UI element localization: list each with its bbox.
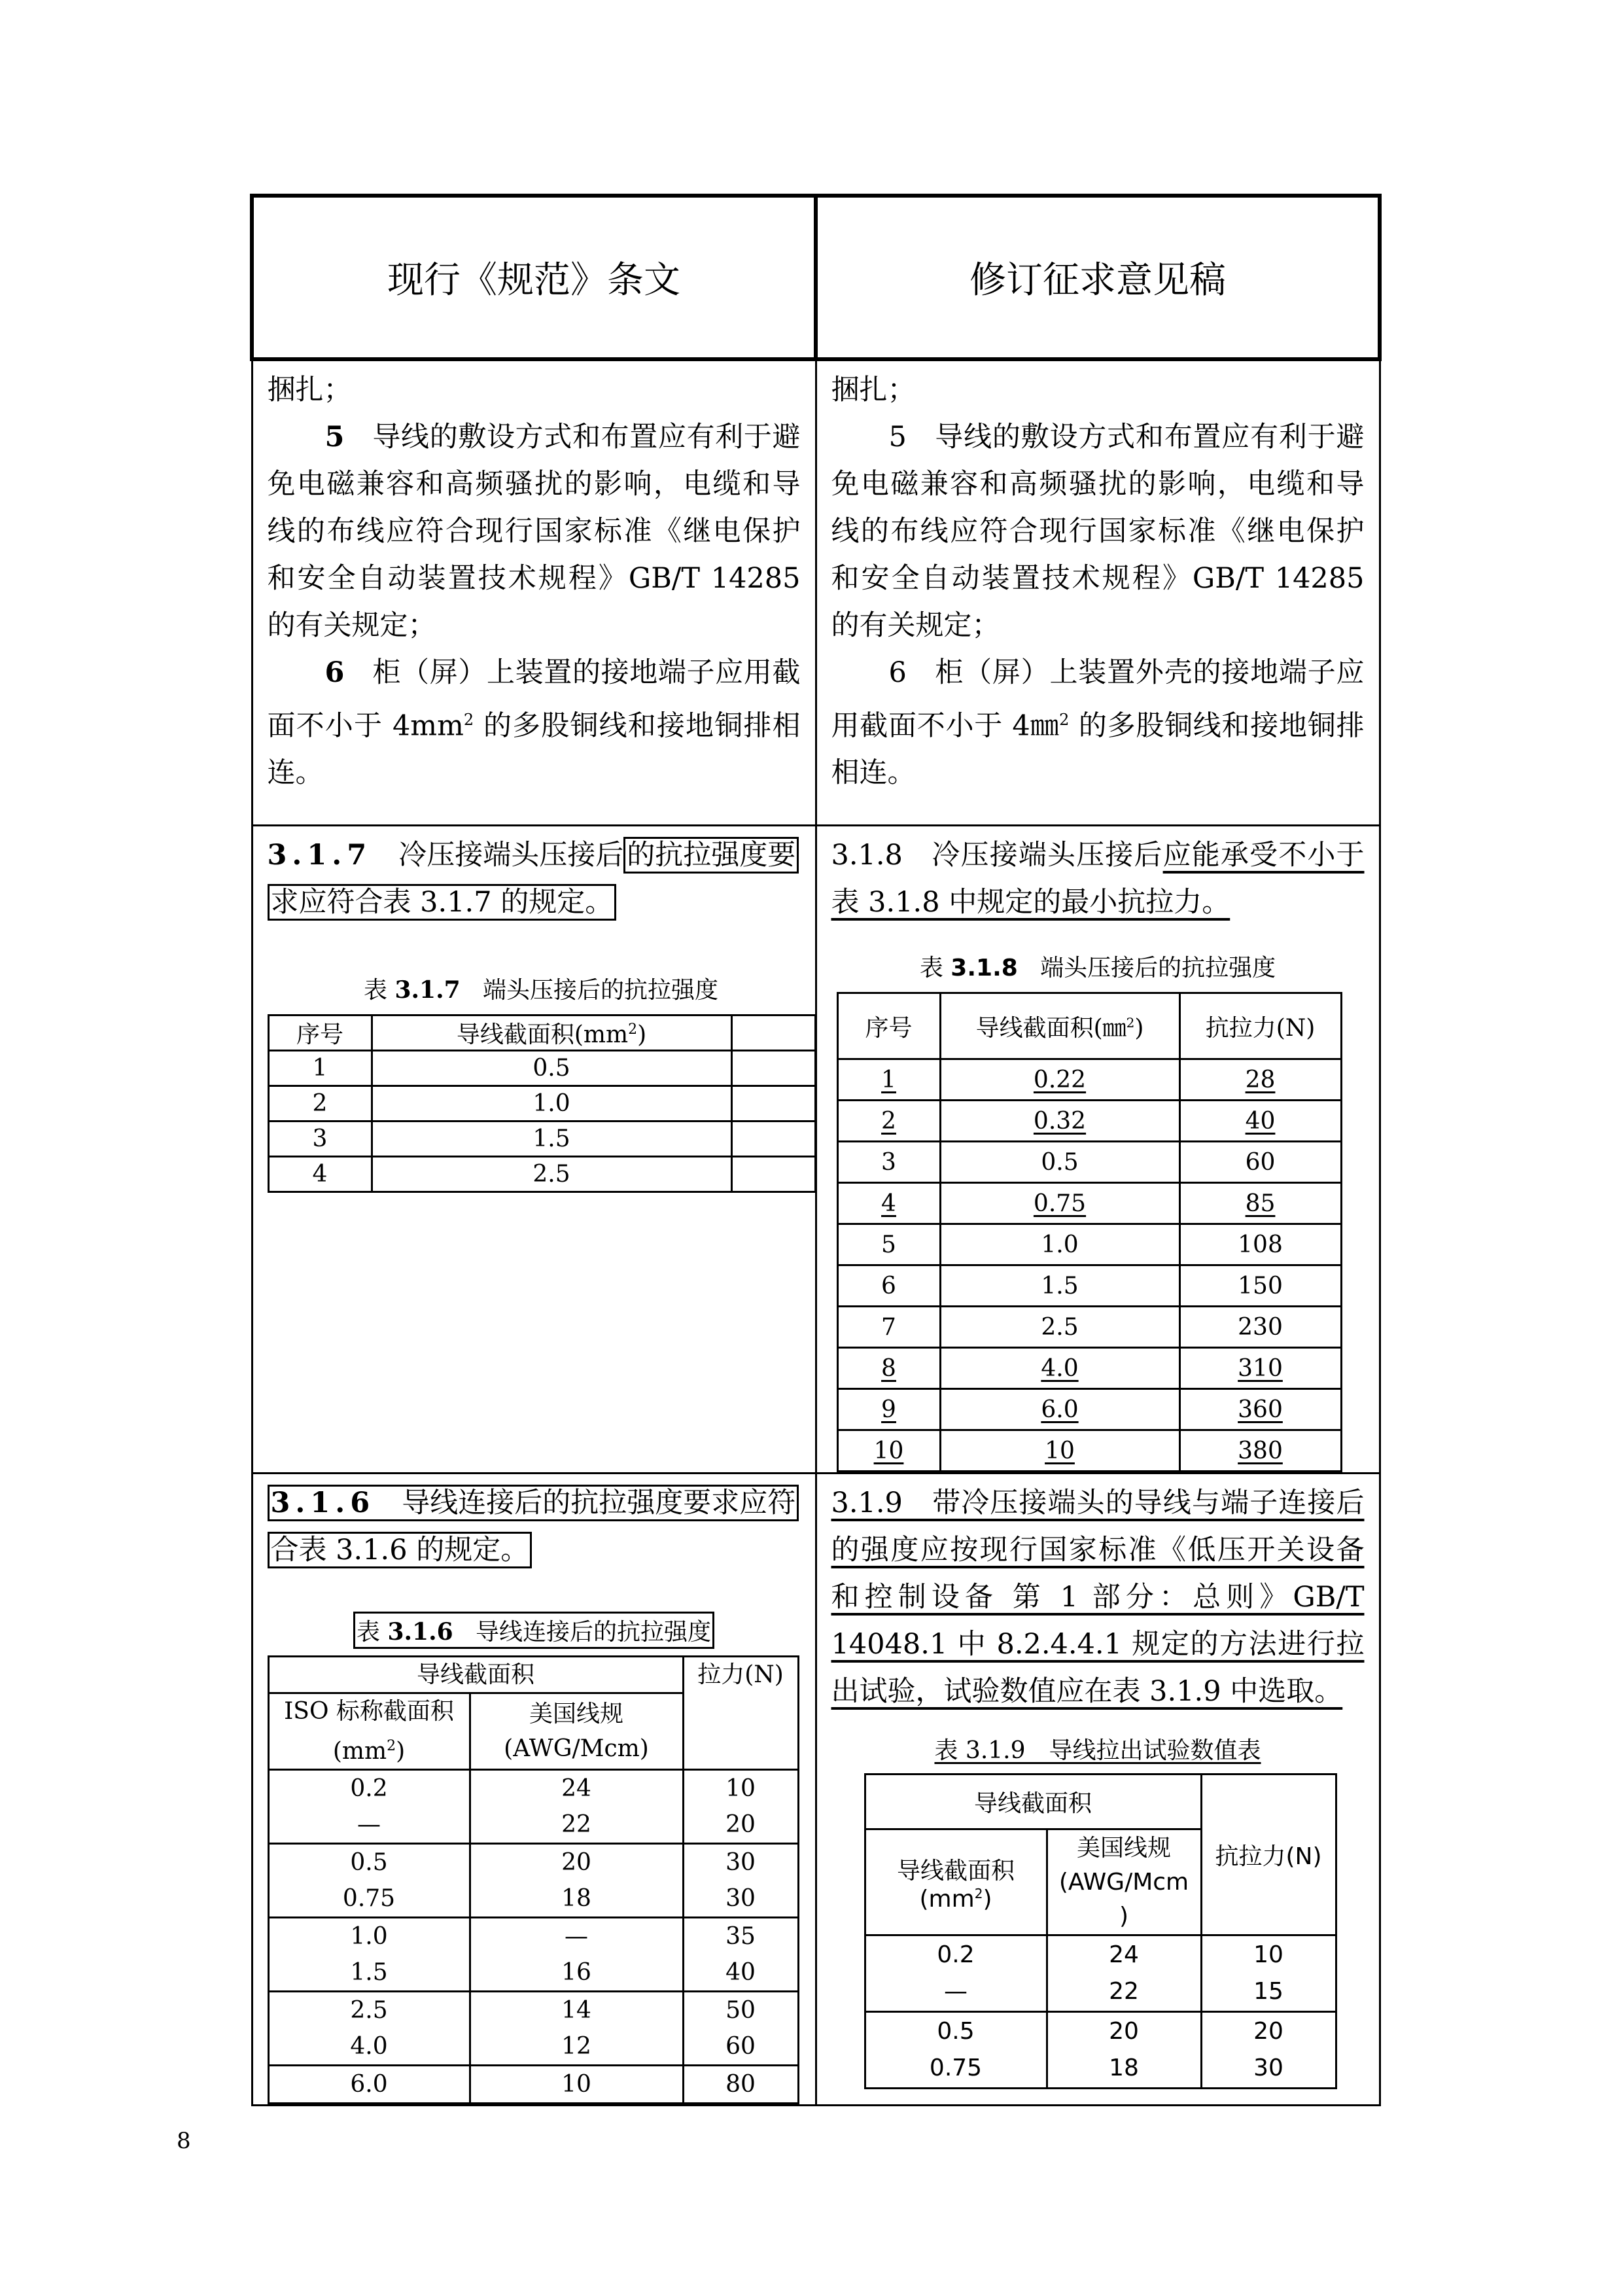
cell-value: 50 [725,1997,756,2024]
item-text: 柜（屏）上装置的接地端子应用截面不小于 4mm [267,656,801,743]
header-cell: 抗拉力(N) [1179,993,1341,1059]
left-line0: 捆扎； [267,374,352,406]
left-cell-3 [252,1474,816,2106]
cell-value: 18 [561,1885,591,1912]
cell-value: 10 [1045,1437,1075,1464]
table-row [837,1348,1341,1389]
clause-3-1-9 [831,1479,1365,1715]
cell-value: 6.0 [1041,1396,1079,1423]
caption-text: 表 3.1.9 导线拉出试验数值表 [934,1737,1261,1764]
superscript: 2 [974,1885,983,1901]
cell-value: 10 [873,1437,904,1464]
item-number: 6 [324,656,345,689]
table-cell [837,1348,940,1389]
table-cell [268,1770,470,1844]
right-item-6 [831,649,1365,796]
table-cell [837,1101,940,1142]
header-cell: 序号 [268,1016,372,1051]
right-line0: 捆扎； [831,374,916,406]
table-cell: 1.5 [372,1122,731,1157]
table-row-group [268,1992,798,2066]
table-cell [865,2012,1047,2089]
table-cell [683,1918,798,1992]
table-cell [731,1051,815,1086]
table-cell [470,1844,683,1918]
table-cell [940,1307,1179,1348]
cell-value: 20 [1253,2018,1283,2045]
table-row-group [268,1770,798,1844]
table-cell [683,1770,798,1844]
cell-value: 6 [881,1272,896,1299]
table-cell [268,1918,470,1992]
cell-value: 310 [1238,1354,1283,1382]
table-cell [731,1122,815,1157]
cell-value: 24 [561,1775,591,1802]
caption-text: 端头压接后的抗拉强度 [1040,955,1276,981]
table-cell [1179,1059,1341,1101]
table-row [837,1265,1341,1307]
table-cell [1179,1389,1341,1430]
table-row [837,1389,1341,1430]
header-cell: 序号 [837,993,940,1059]
table-cell [837,1224,940,1265]
table-3-1-6 [268,1655,799,2104]
table-cell: 0.5 [372,1051,731,1086]
table-row-group [268,2066,798,2104]
clause-3-1-7 [268,832,815,926]
table-caption-3-1-7 [268,972,815,1005]
table-3-1-8 [837,992,1342,1472]
clause-3-1-6 [268,1479,801,1574]
table-caption-3-1-6 [268,1612,801,1649]
table-header-row [837,993,1341,1059]
clause-text-underlined: 应能承受不小于表 3.1.8 中规定的最小抗拉力。 [831,839,1365,919]
superscript: 2 [463,711,474,729]
table-cell [1201,2012,1336,2089]
cell-value: 0.5 [937,2018,975,2045]
cell-value: 10 [1253,1941,1283,1968]
cell-value: 0.22 [1033,1066,1087,1093]
table-cell [940,1430,1179,1472]
table-row [837,1101,1341,1142]
table-cell [940,1059,1179,1101]
right-cell-1 [816,359,1380,826]
cell-value: 22 [561,1811,591,1838]
item-number: 5 [888,421,907,453]
table-cell [837,1059,940,1101]
cell-value: 10 [561,2071,591,2098]
header-cell [372,1016,731,1051]
cell-value: 20 [725,1811,756,1838]
cell-value: 1 [881,1066,896,1093]
cell-value: 230 [1238,1313,1283,1341]
subheader-cell [470,1693,683,1770]
caption-text: 端头压接后的抗拉强度 [483,977,719,1004]
table-cell [683,1844,798,1918]
superscript: 2 [1126,1014,1135,1031]
caption-prefix: 表 [356,1619,380,1646]
cell-value: 9 [881,1396,896,1423]
cell-value: 7 [881,1313,896,1341]
clause-number: 3.1.6 [270,1487,375,1519]
cell-value: 0.75 [929,2055,983,2081]
cell-value: 40 [1245,1107,1276,1135]
clause-text: 冷压接端头压接后 [398,839,624,872]
cell-value: 30 [725,1885,756,1912]
table-cell [837,1389,940,1430]
cell-value: 0.5 [1041,1148,1079,1176]
cell-value: 1.5 [1041,1272,1079,1299]
cell-value: 20 [1109,2018,1139,2045]
table-row [837,1307,1341,1348]
subheader-text: 美国线规 [529,1701,624,1727]
cell-value: 22 [1109,1978,1139,2005]
table-cell [268,2066,470,2104]
table-cell [837,1265,940,1307]
table-row [268,1086,815,1122]
item-text: 柜（屏）上装置外壳的接地端子应用截面不小于 4㎜ [831,656,1365,743]
table-cell: 1 [268,1051,372,1086]
table-cell [940,1142,1179,1183]
cell-value: 60 [725,2033,756,2060]
table-cell [1179,1183,1341,1224]
right-cell-2 [816,826,1380,1474]
table-caption-3-1-9 [831,1732,1365,1765]
table-cell: 2.5 [372,1157,731,1192]
table-cell [1179,1348,1341,1389]
cell-value: 2.5 [1041,1313,1079,1341]
table-header-row [268,1016,815,1051]
right-item-5 [831,414,1365,649]
section-row-3 [252,1474,1380,2106]
cell-value: — [357,1811,381,1838]
header-right: 修订征求意见稿 [816,196,1380,359]
cell-value: — [565,1923,588,1950]
page-number: 8 [177,2128,191,2154]
table-cell [940,1183,1179,1224]
cell-value: 20 [561,1849,591,1876]
section-row-1 [252,359,1380,826]
clause-number: 3.1.7 [267,839,372,872]
cell-value: — [944,1978,968,2005]
table-row-group [865,2012,1336,2089]
clause-number: 3.1.8 [831,839,903,872]
table-3-1-7 [268,1014,816,1193]
table-row-group [268,1918,798,1992]
item-text: 导线的敷设方式和布置应有利于避免电磁兼容和高频骚扰的影响，电缆和导线的布线应符合现行国家标准《继电保护和安全自动装置技术规程》GB/T 14285 的有关规定； [267,421,801,642]
header-cell [940,993,1179,1059]
cell-value: 108 [1238,1231,1283,1258]
table-header-row [268,1657,798,1693]
header-text: ) [1134,1014,1144,1042]
item-text: 导线的敷设方式和布置应有利于避免电磁兼容和高频骚扰的影响，电缆和导线的布线应符合现行国家标准《继电保护和安全自动装置技术规程》GB/T 14285 的有关规定； [831,421,1365,642]
header-text: 导线截面积(mm [456,1021,629,1048]
subheader-text: ISO 标称截面积 [284,1698,454,1725]
cell-value: 85 [1245,1190,1276,1217]
caption-number: 3.1.7 [394,976,461,1004]
caption-text: 导线连接后的抗拉强度 [476,1619,712,1646]
table-cell [940,1224,1179,1265]
cell-value: 0.2 [937,1941,975,1968]
superscript: 2 [1059,711,1070,729]
table-3-1-9 [864,1773,1337,2089]
table-cell [470,1918,683,1992]
cell-value: 12 [561,2033,591,2060]
cell-value: 8 [881,1354,896,1382]
clause-text: 冷压接端头压接后 [932,839,1163,872]
table-cell [683,1992,798,2066]
table-row [268,1051,815,1086]
table-row [837,1430,1341,1472]
table-cell [837,1183,940,1224]
table-cell [865,1935,1047,2012]
header-left: 现行《规范》条文 [252,196,816,359]
table-cell [470,1770,683,1844]
comparison-table [250,194,1382,2106]
table-row [268,1122,815,1157]
cell-value: 360 [1238,1396,1283,1423]
table-cell [940,1265,1179,1307]
table-header-row [865,1775,1336,1829]
cell-value: 0.75 [1033,1190,1087,1217]
table-cell [1179,1307,1341,1348]
cell-value: 2.5 [350,1997,388,2024]
caption-number: 3.1.6 [387,1618,453,1646]
table-cell [683,2066,798,2104]
left-item-6 [268,649,801,796]
cell-value: 35 [725,1923,756,1950]
table-cell [940,1348,1179,1389]
force-header-cell: 抗拉力(N) [1201,1775,1336,1935]
subheader-cell [1047,1829,1201,1935]
cell-value: 1.0 [350,1923,388,1950]
cell-value: 28 [1245,1066,1276,1093]
table-row [837,1183,1341,1224]
cell-value: 15 [1253,1978,1283,2005]
table-cell [940,1101,1179,1142]
cell-value: 1.0 [1041,1231,1079,1258]
cell-value: 0.75 [342,1885,396,1912]
cell-value: 10 [725,1775,756,1802]
cell-value: 30 [1253,2055,1283,2081]
group-header-cell: 导线截面积 [865,1775,1201,1829]
table-cell [1179,1142,1341,1183]
table-row-group [268,1844,798,1918]
header-row [252,196,1380,359]
table-row [837,1142,1341,1183]
subheader-text: ) [1119,1902,1129,1930]
cell-value: 0.5 [350,1849,388,1876]
left-item-5 [268,414,801,649]
clause-3-1-8 [831,832,1365,926]
table-cell [1179,1224,1341,1265]
table-cell [1047,1935,1201,2012]
table-cell [1047,2012,1201,2089]
table-cell: 2 [268,1086,372,1122]
item-number: 6 [888,656,907,689]
cell-value: 5 [881,1231,896,1258]
table-cell [837,1430,940,1472]
caption-prefix: 表 [363,977,387,1004]
subheader-cell [865,1829,1047,1935]
table-cell [268,1844,470,1918]
header-text: ) [637,1021,647,1048]
table-cell [837,1142,940,1183]
subheader-text: (mm [919,1885,975,1913]
caption-prefix: 表 [919,955,943,981]
subheader-text: 美国线规 [1077,1834,1172,1862]
superscript: 2 [387,1738,396,1754]
cell-value: 380 [1238,1437,1283,1464]
cell-value: 1.5 [350,1959,388,1986]
subheader-text: (AWG/Mcm [1058,1868,1189,1896]
caption-number: 3.1.8 [951,955,1018,981]
subheader-text: (AWG/Mcm) [504,1735,649,1762]
cell-value: 16 [561,1959,591,1986]
table-cell [731,1086,815,1122]
cell-value: 4.0 [350,2033,388,2060]
cell-value: 2 [881,1107,896,1135]
clause-text-underlined: 3.1.9 带冷压接端头的导线与端子连接后的强度应按现行国家标准《低压开关设备和控制设备 第 1 部分：总则》GB/T 14048.1 中 8.2.4.4.1 规定的方法进行拉出试验，试验数值应在表 3.1.9 中选取。 [831,1487,1365,1708]
table-cell [940,1389,1179,1430]
superscript: 2 [628,1021,638,1038]
cell-value: 30 [725,1849,756,1876]
table-cell [1179,1430,1341,1472]
table-cell: 3 [268,1122,372,1157]
table-caption-3-1-8 [831,949,1365,983]
table-row [837,1059,1341,1101]
cell-value: 40 [725,1959,756,1986]
cell-value: 150 [1238,1272,1283,1299]
table-cell [470,1992,683,2066]
table-cell [470,2066,683,2104]
table-cell [1201,1935,1336,2012]
group-header-cell: 导线截面积 [268,1657,683,1693]
item-text: 的多股铜线和接地铜排相连。 [831,709,1365,790]
cell-value: 0.2 [350,1775,388,1802]
cell-value: 24 [1109,1941,1139,1968]
cell-value: 4.0 [1041,1354,1079,1382]
section-row-2 [252,826,1380,1474]
left-cell-1 [252,359,816,826]
subheader-text: ) [983,1885,992,1913]
subheader-cell [268,1693,470,1770]
subheader-text: (mm [332,1738,387,1765]
force-header-cell: 拉力(N) [683,1657,798,1770]
table-cell [1179,1101,1341,1142]
item-text: 的多股铜线和接地铜排相连。 [267,709,801,790]
clause-text-boxed: 合表 3.1.6 的规定。 [268,1532,532,1568]
table-row [837,1224,1341,1265]
table-cell [837,1307,940,1348]
table-cell: 1.0 [372,1086,731,1122]
right-cell-3 [816,1474,1380,2106]
table-cell [268,1992,470,2066]
cell-value: 18 [1109,2055,1139,2081]
left-cell-2 [252,826,816,1474]
table-cell: 4 [268,1157,372,1192]
clause-text-boxed: 的抗拉强度要 [623,837,799,874]
subheader-text: ) [396,1738,406,1765]
table-cell [731,1157,815,1192]
clause-text-boxed: 求应符合表 3.1.7 的规定。 [268,884,617,921]
cell-value: 6.0 [350,2071,388,2098]
table-row-group [865,1935,1336,2012]
cell-value: 0.32 [1033,1107,1087,1135]
cell-value: 3 [881,1148,896,1176]
table-row [268,1157,815,1192]
header-text: 导线截面积(㎜ [975,1014,1126,1042]
subheader-text: 导线截面积 [896,1857,1015,1884]
item-number: 5 [324,421,345,453]
cell-value: 14 [561,1997,591,2024]
clause-text: 导线连接后的抗拉强度要求应符 [402,1487,796,1519]
cell-value: 80 [725,2071,756,2098]
cell-value: 4 [881,1190,896,1217]
header-cell [731,1016,815,1051]
cell-value: 60 [1245,1148,1276,1176]
table-cell [1179,1265,1341,1307]
